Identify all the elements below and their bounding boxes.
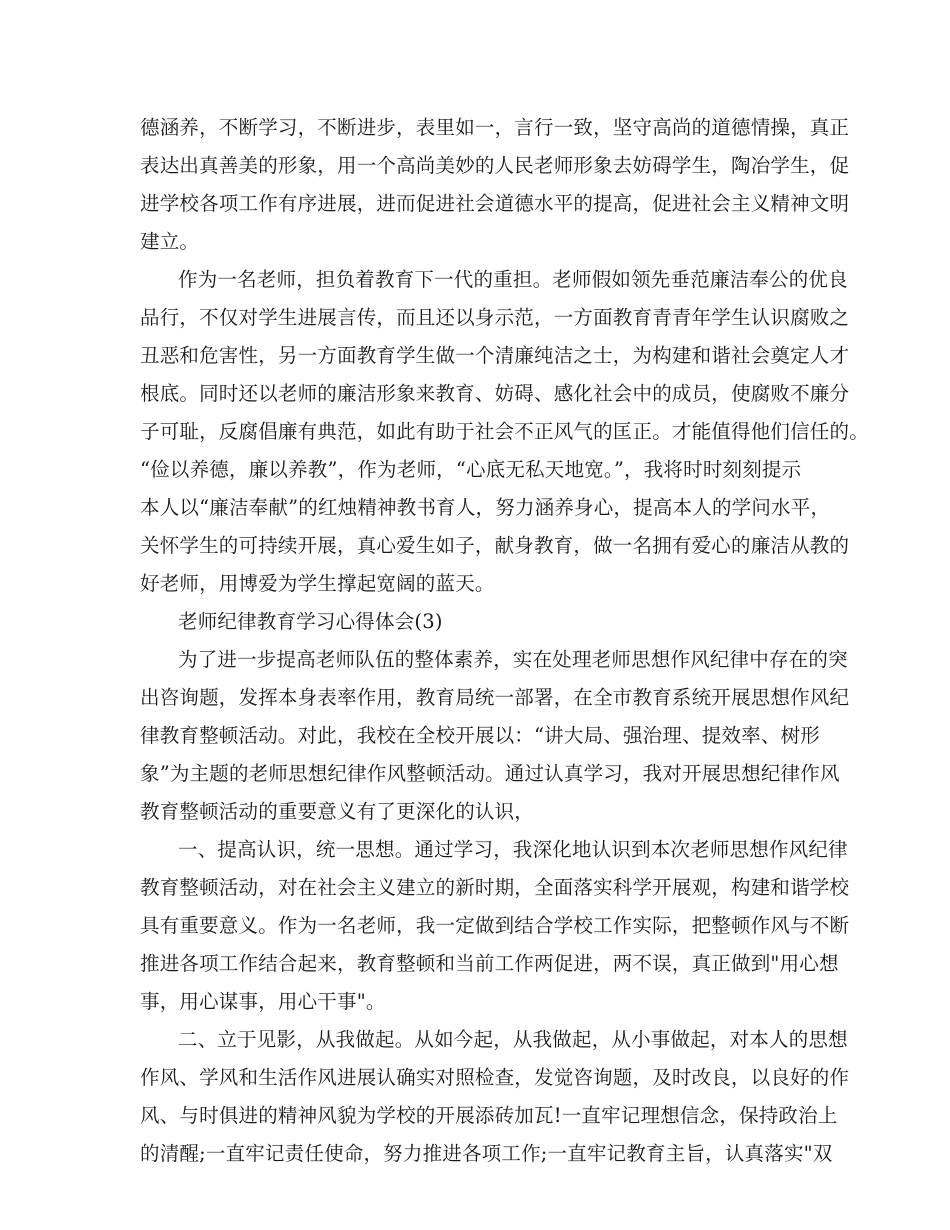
paragraph-line: 出咨询题，发挥本身表率作用，教育局统一部署，在全市教育系统开展思想作风纪	[140, 686, 850, 709]
paragraph-line: 建立。	[140, 230, 200, 253]
paragraph-line: 具有重要意义。作为一名老师，我一定做到结合学校工作实际，把整顿作风与不断	[140, 914, 850, 937]
paragraph-line: 为了进一步提高老师队伍的整体素养，实在处理老师思想作风纪律中存在的突	[178, 648, 848, 671]
paragraph-line: 风、与时俱进的精神风貌为学校的开展添砖加瓦!一直牢记理想信念，保持政治上	[140, 1104, 838, 1127]
paragraph-line: 二、立于见影，从我做起。从如今起，从我做起，从小事做起，对本人的思想	[178, 1028, 848, 1051]
paragraph-line: 事，用心谋事，用心干事"。	[140, 990, 386, 1013]
paragraph-line: “俭以养德，廉以养教”，作为老师，“心底无私天地宽。”，我将时时刻刻提示	[140, 458, 802, 481]
paragraph-line: 表达出真善美的形象，用一个高尚美妙的人民老师形象去妨碍学生，陶冶学生，促	[140, 154, 850, 177]
paragraph-line: 的清醒;一直牢记责任使命，努力推进各项工作;一直牢记教育主旨，认真落实"双	[140, 1142, 833, 1165]
paragraph-line: 德涵养，不断学习，不断进步，表里如一，言行一致，坚守高尚的道德情操，真正	[140, 116, 850, 139]
paragraph-line: 子可耻，反腐倡廉有典范，如此有助于社会不正风气的匡正。才能值得他们信任的。	[140, 420, 869, 443]
paragraph-line: 丑恶和危害性，另一方面教育学生做一个清廉纯洁之士，为构建和谐社会奠定人才	[140, 344, 850, 367]
paragraph-line: 教育整顿活动，对在社会主义建立的新时期，全面落实科学开展观，构建和谐学校	[140, 876, 850, 899]
paragraph-line: 象”为主题的老师思想纪律作风整顿活动。通过认真学习，我对开展思想纪律作风	[140, 762, 840, 785]
paragraph-line: 律教育整顿活动。对此，我校在全校开展以：“讲大局、强治理、提效率、树形	[140, 724, 820, 747]
paragraph-line: 好老师，用博爱为学生撑起宽阔的蓝天。	[140, 572, 495, 595]
paragraph-line: 本人以“廉洁奉献”的红烛精神教书育人，努力涵养身心，提高本人的学问水平，	[140, 496, 831, 519]
paragraph-line: 作风、学风和生活作风进展认确实对照检查，发觉咨询题，及时改良，以良好的作	[140, 1066, 850, 1089]
paragraph-line: 推进各项工作结合起来，教育整顿和当前工作两促进，两不误，真正做到"用心想	[140, 952, 839, 975]
paragraph-line: 关怀学生的可持续开展，真心爱生如子，献身教育，做一名拥有爱心的廉洁从教的	[140, 534, 850, 557]
paragraph-line: 教育整顿活动的重要意义有了更深化的认识，	[140, 800, 535, 823]
paragraph-line: 根底。同时还以老师的廉洁形象来教育、妨碍、感化社会中的成员，使腐败不廉分	[140, 382, 850, 405]
paragraph-line: 一、提高认识，统一思想。通过学习，我深化地认识到本次老师思想作风纪律	[178, 838, 848, 861]
section-heading: 老师纪律教育学习心得体会(3)	[178, 610, 443, 633]
paragraph-line: 进学校各项工作有序进展，进而促进社会道德水平的提高，促进社会主义精神文明	[140, 192, 850, 215]
paragraph-line: 作为一名老师，担负着教育下一代的重担。老师假如领先垂范廉洁奉公的优良	[178, 268, 848, 291]
paragraph-line: 品行，不仅对学生进展言传，而且还以身示范，一方面教育青青年学生认识腐败之	[140, 306, 850, 329]
